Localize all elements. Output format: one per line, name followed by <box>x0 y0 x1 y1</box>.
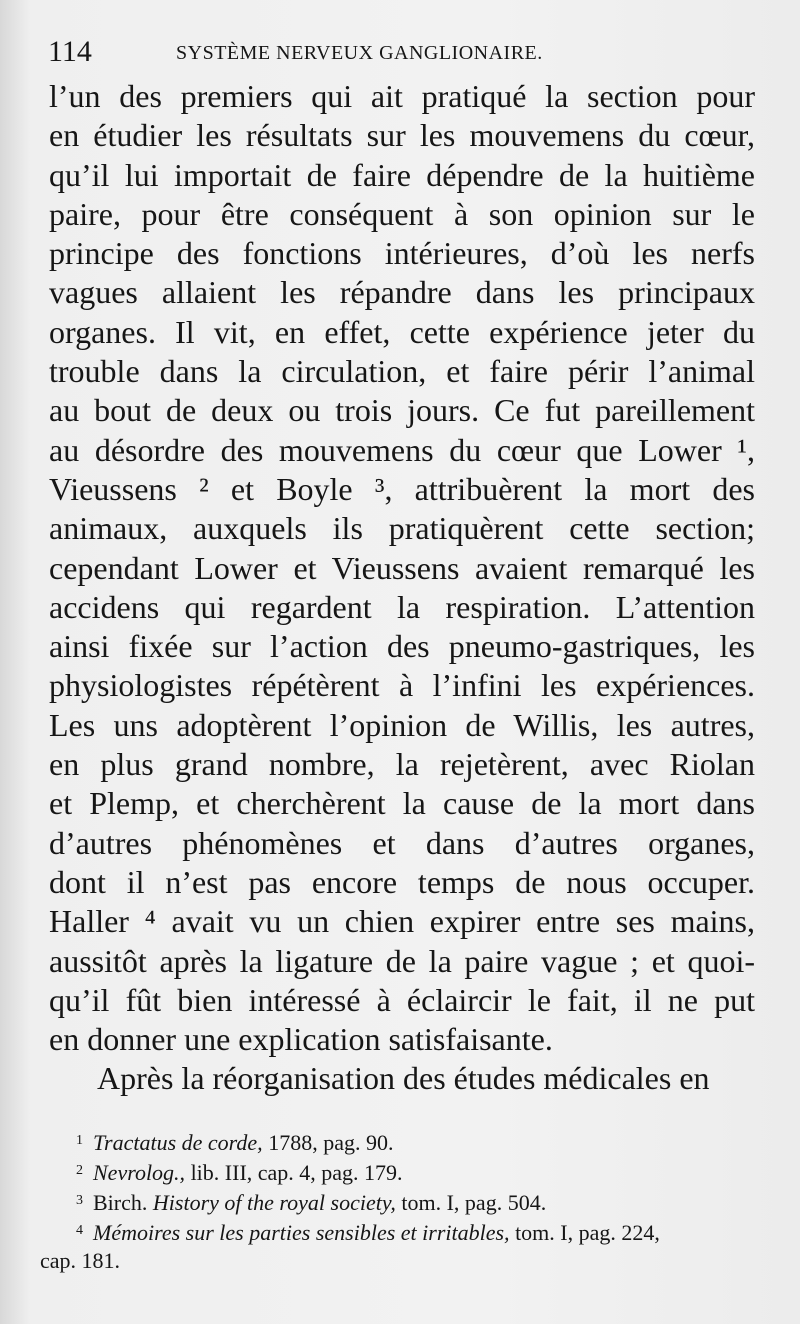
footnote-mark: 1 <box>76 1133 83 1148</box>
text-line: au désordre des mouvemens du cœur que Lower ¹, <box>49 431 755 468</box>
footnote-separator <box>49 1118 749 1119</box>
text-line: organes. Il vit, en effet, cette expérience jeter du <box>49 313 755 350</box>
text-line: cependant Lower et Vieussens avaient remarqué les <box>49 549 755 586</box>
text-line: l’un des premiers qui ait pratiqué la section pour <box>49 78 755 114</box>
body-text <box>49 77 755 1099</box>
text-line: Les uns adoptèrent l’opinion de Willis, les autres, <box>49 706 755 743</box>
paragraph-start-line: Après la réorganisation des études médicales en <box>97 1060 710 1097</box>
footnote-mark: 3 <box>76 1193 83 1208</box>
footnote-title: Nevrolog., <box>93 1160 186 1185</box>
text-line: accidens qui regardent la respiration. L’attention <box>49 588 755 625</box>
footnote-mark: 2 <box>76 1163 83 1178</box>
footnote-3 <box>76 1186 762 1216</box>
footnote-author: Birch. <box>93 1190 153 1215</box>
footnote-reference: 1788, pag. 90. <box>262 1130 394 1155</box>
running-head: SYSTÈME NERVEUX GANGLIONAIRE. <box>176 42 543 64</box>
text-line: vagues allaient les répandre dans les principaux <box>49 274 755 311</box>
footnote-reference: tom. I, pag. 504. <box>395 1190 547 1215</box>
text-line: en plus grand nombre, la rejetèrent, avec Riolan <box>49 746 755 783</box>
text-line: dont il n’est pas encore temps de nous occuper. <box>49 863 755 900</box>
footnotes <box>40 1126 762 1276</box>
footnote-title: Tractatus de corde, <box>93 1130 263 1155</box>
text-line: principe des fonctions intérieures, d’où les nerfs <box>49 235 755 272</box>
text-line: Haller ⁴ avait vu un chien expirer entre ses mains, <box>49 903 755 940</box>
text-line: paire, pour être conséquent à son opinion sur le <box>49 195 755 232</box>
footnote-reference: tom. I, pag. 224, <box>509 1220 660 1245</box>
footnote-4-continuation: cap. 181. <box>40 1248 121 1273</box>
footnote-mark: 4 <box>76 1223 83 1238</box>
page-number: 114 <box>48 35 92 68</box>
footnote-reference: lib. III, cap. 4, pag. 179. <box>185 1160 403 1185</box>
text-line: animaux, auxquels ils pratiquèrent cette section; <box>49 510 755 547</box>
text-line: aussitôt après la ligature de la paire vague ; et quoi- <box>49 942 755 979</box>
text-line: physiologistes répétèrent à l’infini les expériences. <box>49 667 755 704</box>
text-line: au bout de deux ou trois jours. Ce fut pareillement <box>49 392 755 429</box>
text-line: d’autres phénomènes et dans d’autres organes, <box>49 824 755 861</box>
footnote-4 <box>76 1216 762 1246</box>
footnote-2 <box>76 1156 762 1186</box>
text-line: ainsi fixée sur l’action des pneumo-gastriques, les <box>49 628 755 665</box>
footnote-title: Mémoires sur les parties sensibles et irritables, <box>93 1220 510 1245</box>
page-header <box>48 36 768 68</box>
text-line: en étudier les résultats sur les mouvemens du cœur, <box>49 117 755 154</box>
footnote-1 <box>76 1126 762 1156</box>
text-line: et Plemp, et cherchèrent la cause de la mort dans <box>49 785 755 822</box>
text-line: en donner une explication satisfaisante. <box>49 1021 553 1058</box>
text-line: trouble dans la circulation, et faire périr l’animal <box>49 353 755 390</box>
text-line: qu’il fût bien intéressé à éclaircir le fait, il ne put <box>49 981 755 1018</box>
text-line: qu’il lui importait de faire dépendre de la huitième <box>49 156 755 193</box>
footnote-title: History of the royal society, <box>152 1190 396 1215</box>
text-line: Vieussens ² et Boyle ³, attribuèrent la mort des <box>49 470 755 507</box>
